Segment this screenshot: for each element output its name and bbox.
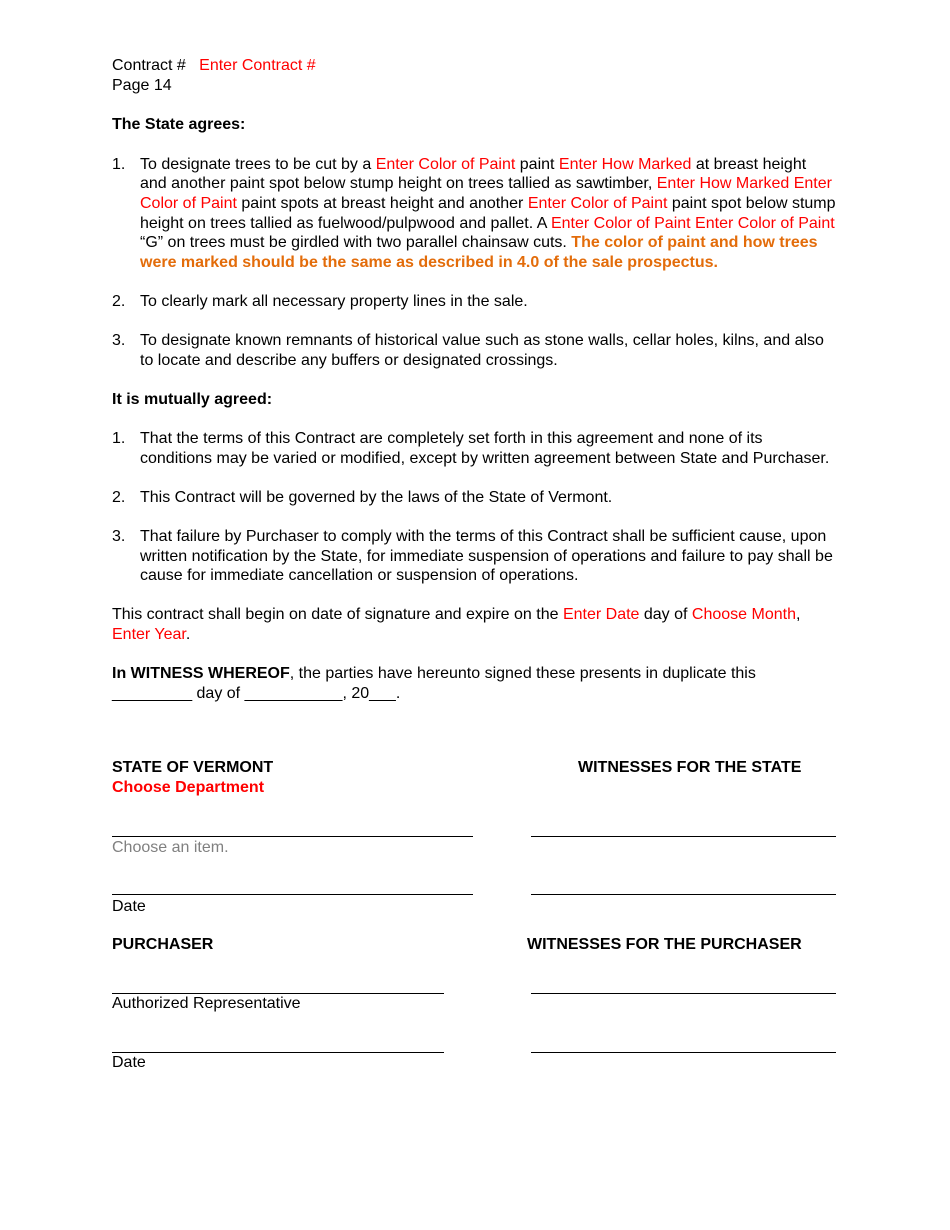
- date-label-2: Date: [112, 1054, 146, 1071]
- contract-label: Contract #: [112, 57, 186, 74]
- state-date-line[interactable]: [112, 894, 473, 895]
- paint-note: The color of paint and how trees were marked should be the same as described in 4.0 of the sale prospectus.: [140, 234, 818, 271]
- state-signature-line[interactable]: [112, 836, 473, 837]
- expiry-text: ,: [795, 606, 801, 624]
- list-item: [112, 331, 836, 370]
- item-text: paint spots at breast height and another: [236, 194, 528, 212]
- state-agrees-list: [112, 155, 836, 371]
- expiry-year-field[interactable]: Enter Year: [112, 626, 186, 644]
- paint-color-field[interactable]: Enter Color of Paint: [375, 155, 516, 173]
- item-text: paint spot below stump height on trees tallied as fuelwood/pulpwood and pallet. A: [140, 194, 836, 232]
- how-marked-field[interactable]: Enter How Marked: [558, 155, 692, 173]
- purchaser-witness-line-2[interactable]: [531, 1052, 836, 1053]
- witnesses-purchaser-heading: WITNESSES FOR THE PURCHASER: [527, 936, 802, 953]
- contract-number-line: [112, 56, 836, 76]
- choose-item-dropdown[interactable]: Choose an item.: [112, 839, 229, 856]
- witness-paragraph: [112, 664, 836, 703]
- item-text: That the terms of this Contract are completely set forth in this agreement and none of its conditions may be varied or modified, except by written agreement between State and Purchaser.: [140, 430, 830, 467]
- department-dropdown[interactable]: Choose Department: [112, 779, 265, 796]
- mutual-list: [112, 429, 836, 586]
- item-number: 1.: [112, 155, 126, 173]
- item-number: 1.: [112, 430, 126, 448]
- item-text: That failure by Purchaser to comply with the terms of this Contract shall be sufficient cause, upon written notification by the State, for immediate suspension of operations and failure to pay shall be cause for immediate cancellation or suspension of operations.: [140, 528, 833, 585]
- item-text: To designate trees to be cut by a: [140, 155, 376, 173]
- paint-color-field[interactable]: Enter Color of Paint: [140, 175, 832, 212]
- item-text: To clearly mark all necessary property lines in the sale.: [140, 292, 528, 310]
- witness-blanks: _________ day of ___________, 20___.: [112, 684, 401, 702]
- how-marked-field[interactable]: Enter How Marked: [656, 175, 790, 193]
- list-item: [112, 155, 836, 273]
- expiry-date-field[interactable]: Enter Date: [562, 606, 640, 624]
- item-number: 3.: [112, 332, 126, 350]
- expiry-text: This contract shall begin on date of signature and expire on the: [112, 606, 563, 624]
- purchaser-signature-line[interactable]: [112, 993, 444, 994]
- mutual-heading: It is mutually agreed:: [112, 390, 273, 408]
- purchaser-date-line[interactable]: [112, 1052, 444, 1053]
- purchaser-heading: PURCHASER: [112, 936, 214, 953]
- date-label: Date: [112, 898, 146, 915]
- expiry-text: day of: [639, 606, 692, 624]
- state-witness-line[interactable]: [531, 836, 836, 837]
- item-text: To designate known remnants of historical value such as stone walls, cellar holes, kilns, and also to locate and describe any buffers or designated crossings.: [140, 332, 824, 369]
- expiry-paragraph: [112, 605, 836, 644]
- paint-color-field[interactable]: Enter Color of Paint: [695, 214, 835, 232]
- expiry-text: .: [185, 626, 191, 644]
- list-item: [112, 429, 836, 468]
- list-item: [112, 488, 836, 508]
- item-number: 2.: [112, 292, 126, 310]
- witness-text: , the parties have hereunto signed these presents in duplicate this: [289, 665, 756, 683]
- state-agrees-heading: The State agrees:: [112, 116, 246, 134]
- state-witness-line-2[interactable]: [531, 894, 836, 895]
- paint-color-field[interactable]: Enter Color of Paint: [550, 214, 691, 232]
- witnesses-state-heading: WITNESSES FOR THE STATE: [578, 759, 802, 776]
- item-text: This Contract will be governed by the laws of the State of Vermont.: [140, 488, 613, 506]
- item-text: paint: [515, 155, 559, 173]
- purchaser-witness-line[interactable]: [531, 993, 836, 994]
- expiry-month-dropdown[interactable]: Choose Month: [691, 606, 796, 624]
- item-text: at breast height and another paint spot below stump height on trees tallied as sawtimber,: [140, 155, 807, 193]
- authorized-rep-label: Authorized Representative: [112, 995, 301, 1012]
- paint-color-field[interactable]: Enter Color of Paint: [527, 194, 668, 212]
- item-number: 3.: [112, 528, 126, 546]
- state-heading: STATE OF VERMONT: [112, 759, 274, 776]
- contract-page: [112, 56, 836, 703]
- list-item: [112, 292, 836, 312]
- page-number: Page 14: [112, 76, 172, 94]
- witness-bold: In WITNESS WHEREOF: [112, 665, 290, 683]
- list-item: [112, 527, 836, 586]
- item-text: “G” on trees must be girdled with two parallel chainsaw cuts.: [140, 234, 572, 252]
- item-number: 2.: [112, 488, 126, 506]
- contract-number-field[interactable]: Enter Contract #: [199, 57, 316, 74]
